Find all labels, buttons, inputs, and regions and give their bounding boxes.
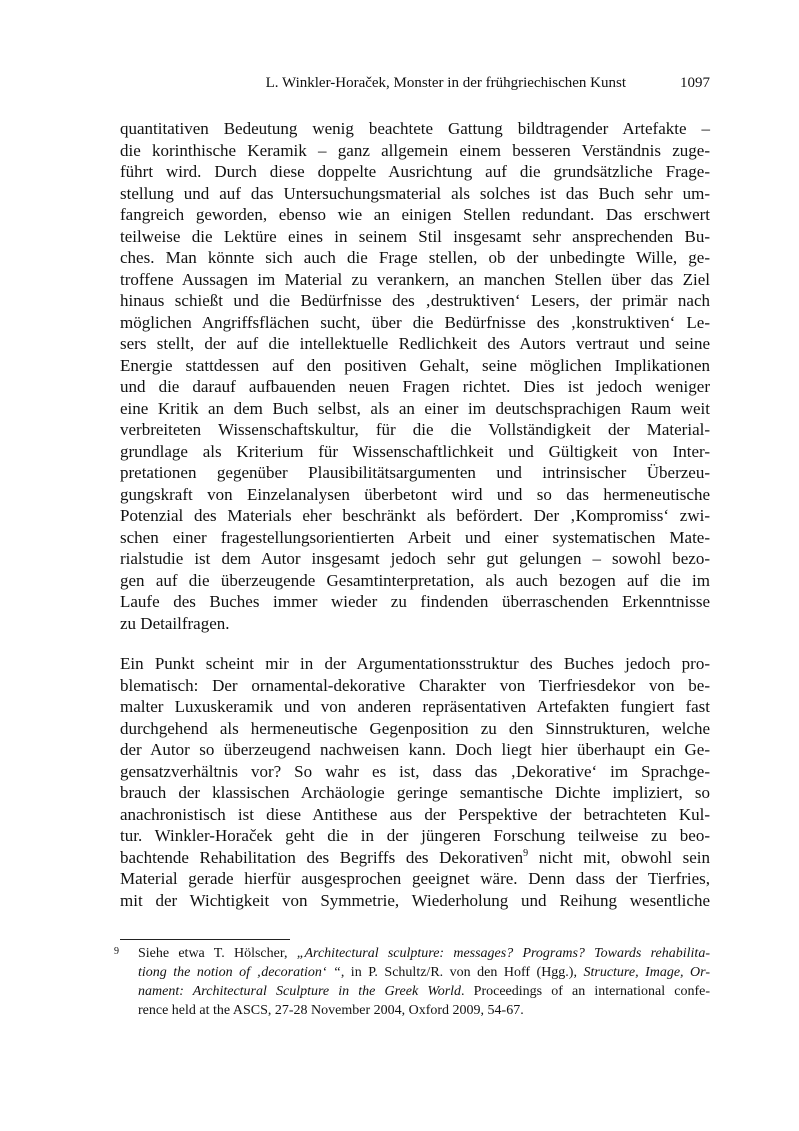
footnote-text: Siehe etwa T. Hölscher, xyxy=(138,946,297,961)
text-line: eine Kritik an dem Buch selbst, als an einer im deutschsprachigen Raum weit xyxy=(120,398,710,418)
text-line: malter Luxuskeramik und von anderen repräsentativen Artefakten fungiert fast xyxy=(120,697,710,716)
text-line: Material gerade hierfür ausgesprochen geeignet wäre. Denn dass der Tierfries, xyxy=(120,869,710,888)
text-line: anachronistisch ist diese Antithese aus der Perspektive der betrachteten Kul- xyxy=(120,804,710,824)
text-line: schen einer fragestellungsorientierten Arbeit und einer systematischen Mate- xyxy=(120,527,710,547)
text-line: führt wird. Durch diese doppelte Ausrichtung auf die grundsätzliche Frage- xyxy=(120,162,710,181)
text-line: Potenzial des Materials eher beschränkt als befördert. Der ‚Kompromiss‘ zwi- xyxy=(120,506,710,525)
footnote-book-title: nament: Architectural Sculpture in the Greek World xyxy=(138,984,462,999)
text-line: und die darauf aufbauenden neuen Fragen richtet. Dies ist jedoch weniger xyxy=(120,377,710,396)
text-line: die korinthische Keramik – ganz allgemein einem besseren Verständnis zuge- xyxy=(120,140,710,160)
text-line: stellung und auf das Untersuchungsmaterial als solches ist das Buch sehr um- xyxy=(120,183,710,203)
footnote-line xyxy=(138,944,710,963)
text-line: sers stellt, der auf die intellektuelle Redlichkeit des Autors vertraut und seine xyxy=(120,334,710,353)
text-line: brauch der klassischen Archäologie geringe semantische Dichte impliziert, so xyxy=(120,783,710,802)
paragraph-2 xyxy=(120,653,710,911)
text-line: gensatzverhältnis vor? So wahr es ist, dass das ‚Dekorative‘ im Sprachge- xyxy=(120,761,710,781)
text-line: mit der Wichtigkeit von Symmetrie, Wiederholung und Reihung wesentliche xyxy=(120,890,710,910)
footnote-book-title: Structure, Image, Or- xyxy=(583,965,710,980)
footnote xyxy=(114,944,710,1020)
text-segment: nicht mit, obwohl sein xyxy=(528,847,711,867)
footnote-divider xyxy=(120,939,290,940)
text-line: Laufe des Buches immer wieder zu findenden überraschenden Erkenntnisse xyxy=(120,592,710,611)
text-line: tur. Winkler-Horaček geht die in der jüngeren Forschung teilweise zu beo- xyxy=(120,826,710,845)
text-line: ches. Man könnte sich auch die Frage stellen, ob der unbedingte Wille, ge- xyxy=(120,248,710,267)
text-line: fangreich geworden, ebenso wie an einigen Stellen redundant. Das erschwert xyxy=(120,205,710,224)
text-segment: bachtende Rehabilitation des Begriffs des Dekorativen xyxy=(120,847,524,867)
footnote-text: , in P. Schultz/R. von den Hoff (Hgg.), xyxy=(340,965,584,980)
running-head-title: L. Winkler-Horaček, Monster in der frühgriechischen Kunst xyxy=(265,75,626,91)
footnote-body xyxy=(138,944,710,1020)
text-line: gungskraft von Einzelanalysen überbetont wird und so das hermeneutische xyxy=(120,484,710,504)
text-line: Ein Punkt scheint mir in der Argumentationsstruktur des Buches jedoch pro- xyxy=(120,654,710,673)
text-line: pretationen gegenüber Plausibilitätsargumenten und intrinsischer Überzeu- xyxy=(120,463,710,482)
footnote-number: 9 xyxy=(114,946,119,957)
footnote-reference: 9 xyxy=(523,847,529,859)
text-line: teilweise die Lektüre eines in seinem Stil insgesamt sehr ansprechenden Bu- xyxy=(120,226,710,246)
footnote-title-italic: „Architectural sculpture: messages? Programs? Towards rehabilita- xyxy=(296,946,710,961)
text-line-with-footnote xyxy=(120,847,710,869)
text-line: der Autor so überzeugend nachweisen kann. Doch liegt hier überhaupt ein Ge- xyxy=(120,740,710,759)
text-line: möglichen Angriffsflächen sucht, über die Bedürfnisse des ‚konstruktiven‘ Le- xyxy=(120,312,710,332)
text-line: Energie stattdessen auf den positiven Gehalt, seine möglichen Implikationen xyxy=(120,355,710,375)
running-head xyxy=(120,72,710,94)
page-number: 1097 xyxy=(680,75,710,91)
text-line: quantitativen Bedeutung wenig beachtete Gattung bildtragender Artefakte – xyxy=(120,119,710,138)
footnote-line: rence held at the ASCS, 27-28 November 2004, Oxford 2009, 54-67. xyxy=(138,1003,524,1018)
text-line: hinaus schießt und die Bedürfnisse des ‚destruktiven‘ Lesers, der primär nach xyxy=(120,291,710,310)
footnote-line xyxy=(138,963,710,982)
text-line: rialstudie ist dem Autor insgesamt jedoch sehr gut gelungen – sowohl bezo- xyxy=(120,549,710,568)
text-line: verbreiteten Wissenschaftskultur, für die die Vollständigkeit der Material- xyxy=(120,420,710,439)
text-line: blematisch: Der ornamental-dekorative Charakter von Tierfriesdekor von be- xyxy=(120,675,710,695)
footnote-text: . Proceedings of an international confe- xyxy=(461,984,710,999)
text-line: durchgehend als hermeneutische Gegenposition zu den Sinnstrukturen, welche xyxy=(120,718,710,738)
text-line: gen auf die überzeugende Gesamtinterpretation, als auch bezogen auf die im xyxy=(120,570,710,590)
text-line: grundlage als Kriterium für Wissenschaftlichkeit und Gültigkeit von Inter- xyxy=(120,441,710,461)
text-line: troffene Aussagen im Material zu verankern, an manchen Stellen über das Ziel xyxy=(120,269,710,289)
footnote-title-italic: tiong the notion of ‚decoration‘ “ xyxy=(138,965,341,980)
text-line: zu Detailfragen. xyxy=(120,613,230,633)
footnote-line xyxy=(138,982,710,1001)
paragraph-1 xyxy=(120,118,710,634)
